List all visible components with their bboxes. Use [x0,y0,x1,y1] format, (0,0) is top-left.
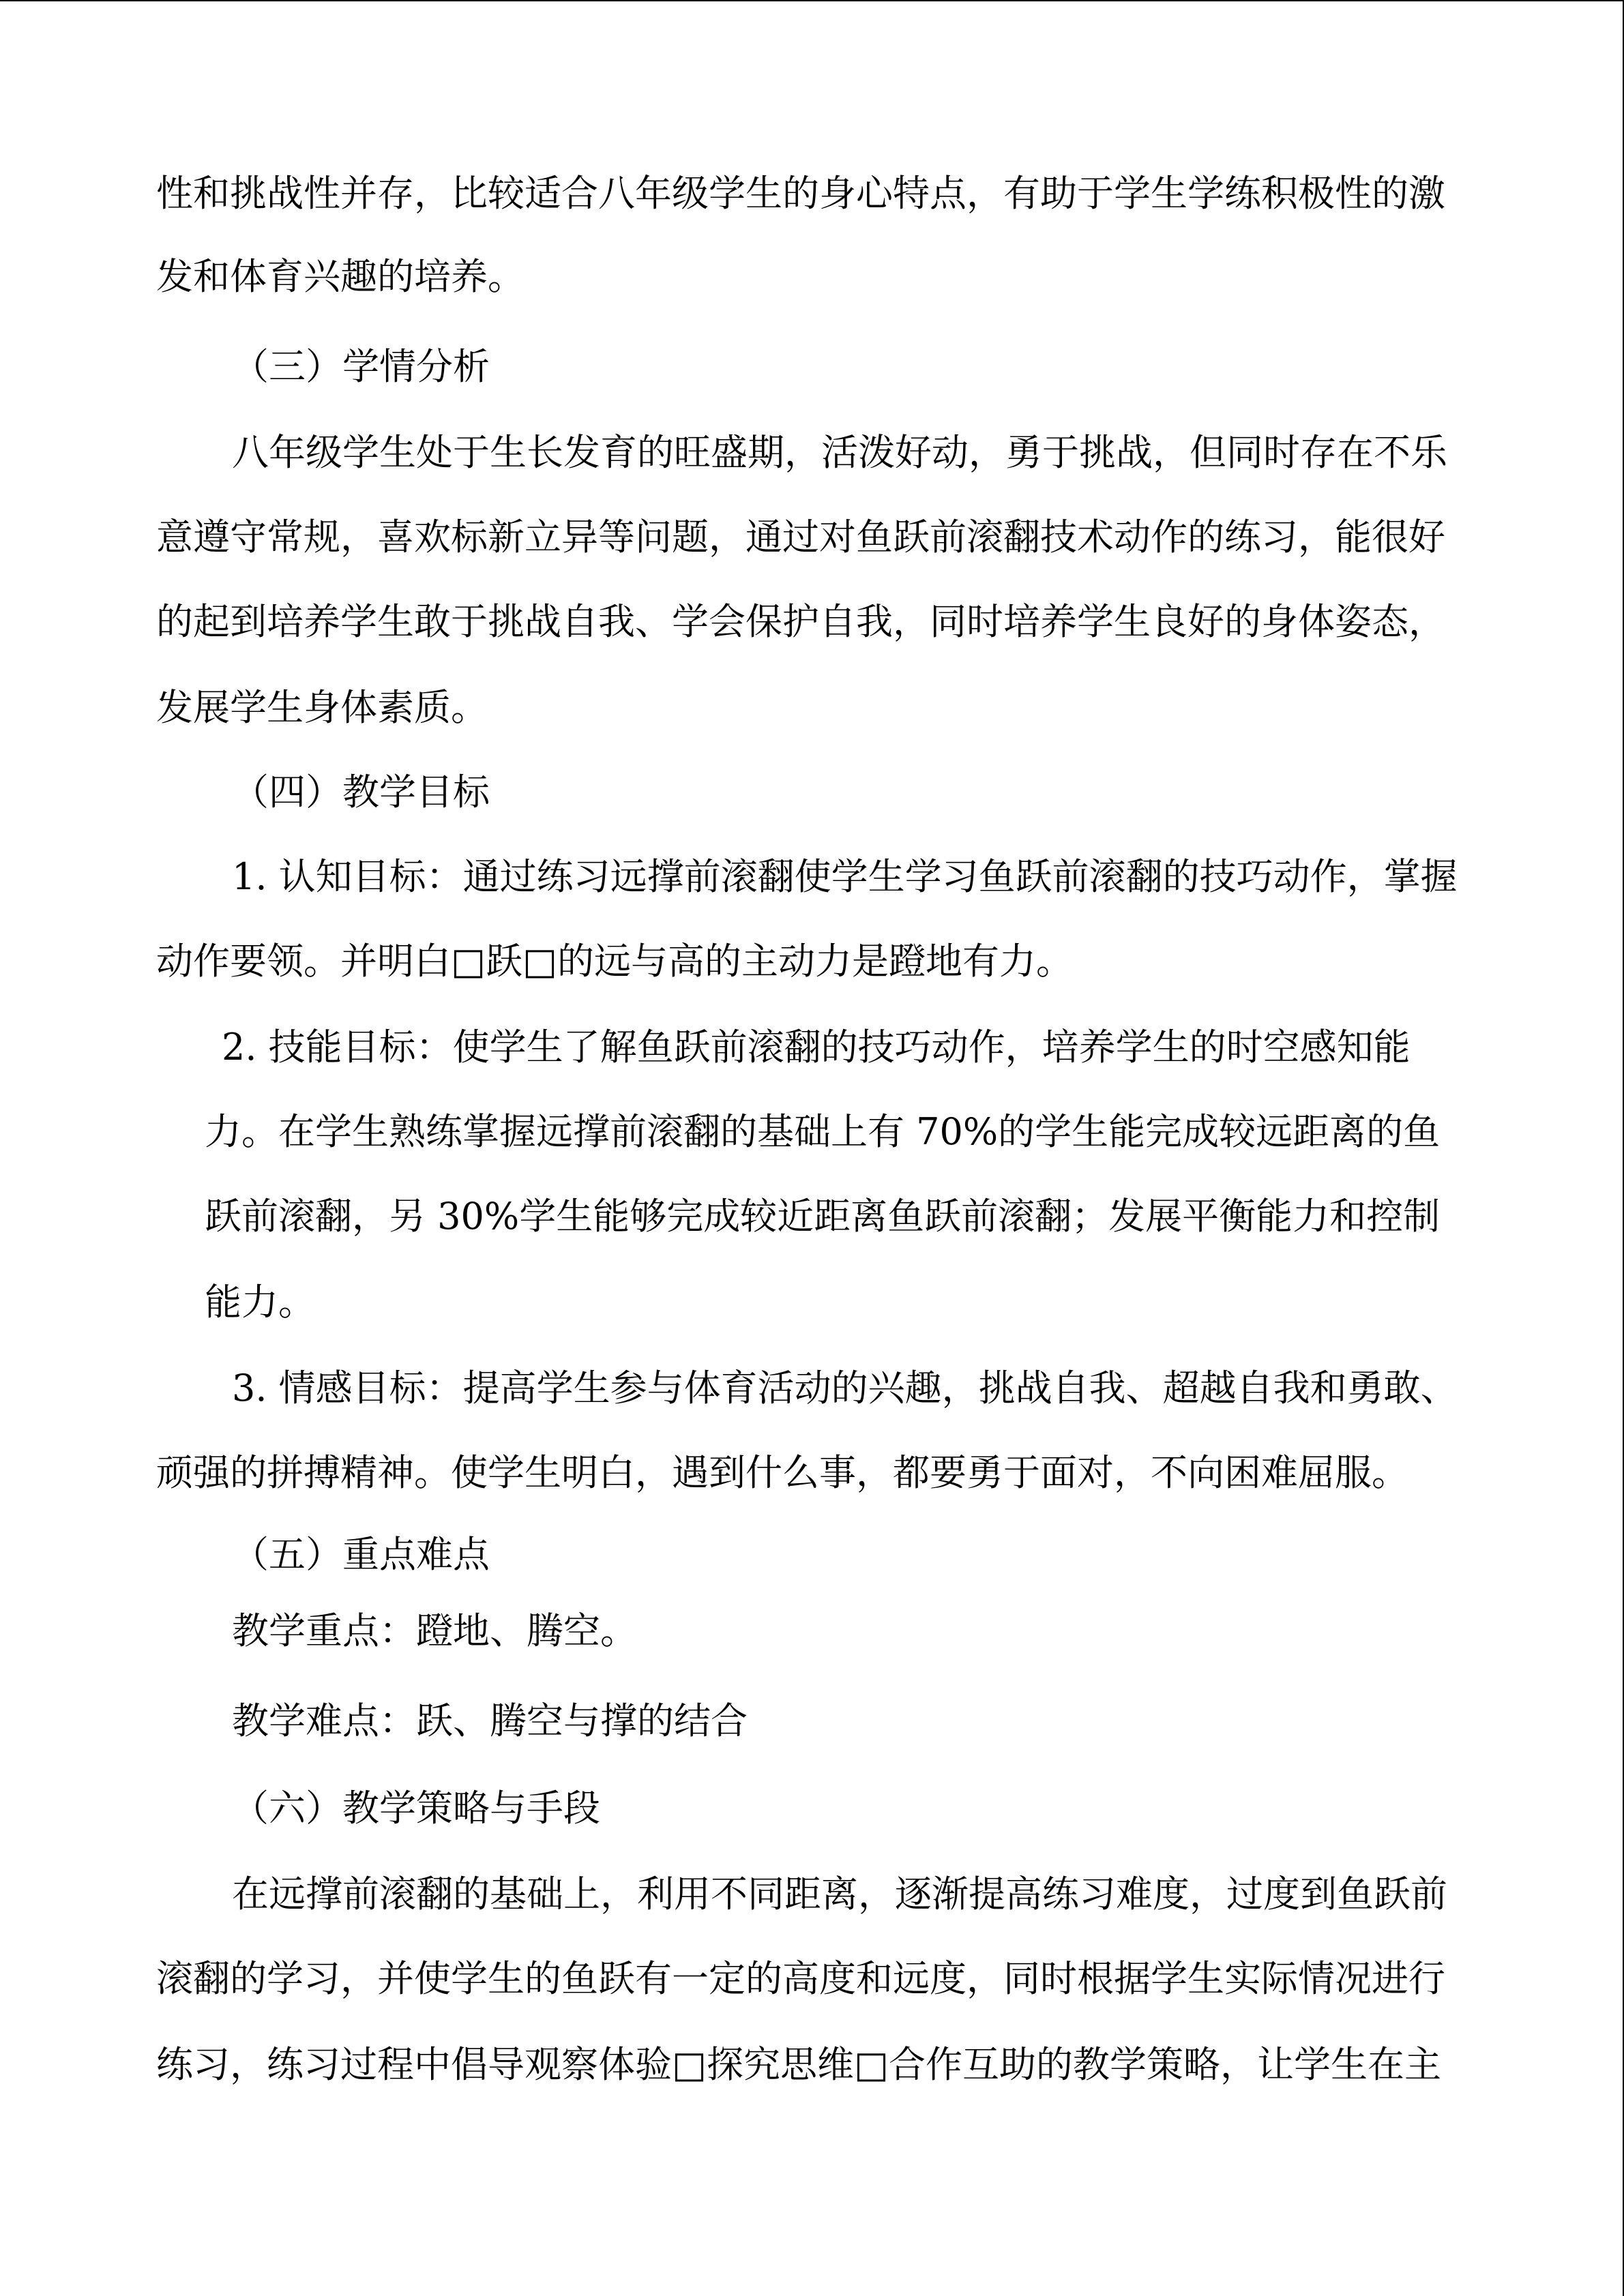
intro-line-1: 性和挑战性并存，比较适合八年级学生的身心特点，有助于学生学练积极性的激 [156,172,1445,215]
goal-3-line-2: 顽强的拼搏精神。使学生明白，遇到什么事，都要勇于面对，不向困难屈服。 [156,1451,1408,1494]
section-6-line-3: 练习，练习过程中倡导观察体验□探究思维□合作互助的教学策略，让学生在主 [156,2043,1442,2086]
section-3-line-3: 的起到培养学生敢于挑战自我、学会保护自我，同时培养学生良好的身体姿态， [156,600,1445,643]
section-6-line-2: 滚翻的学习，并使学生的鱼跃有一定的高度和远度，同时根据学生实际情况进行 [156,1957,1445,2000]
goal-1-line-1: 1. 认知目标：通过练习远撑前滚翻使学生学习鱼跃前滚翻的技巧动作，掌握 [232,855,1458,898]
goal-2-line-4: 能力。 [205,1281,315,1324]
section-3-heading: （三）学情分析 [232,345,490,388]
section-3-line-1: 八年级学生处于生长发育的旺盛期，活泼好动，勇于挑战，但同时存在不乐 [232,431,1447,474]
difficult-point: 教学难点：跃、腾空与撑的结合 [232,1699,748,1742]
key-point: 教学重点：蹬地、腾空。 [232,1609,637,1652]
section-3-line-2: 意遵守常规，喜欢标新立异等问题，通过对鱼跃前滚翻技术动作的练习，能很好 [156,516,1445,558]
goal-3-line-1: 3. 情感目标：提高学生参与体育活动的兴趣，挑战自我、超越自我和勇敢、 [232,1367,1458,1410]
goal-2-line-1: 2. 技能目标：使学生了解鱼跃前滚翻的技巧动作，培养学生的时空感知能 [222,1026,1411,1069]
section-6-heading: （六）教学策略与手段 [232,1787,600,1830]
goal-1-line-2: 动作要领。并明白□跃□的远与高的主动力是蹬地有力。 [156,940,1074,983]
goal-2-line-2: 力。在学生熟练掌握远撑前滚翻的基础上有 70%的学生能完成较远距离的鱼 [205,1110,1441,1153]
intro-line-2: 发和体育兴趣的培养。 [156,255,525,298]
goal-2-line-3: 跃前滚翻，另 30%学生能够完成较近距离鱼跃前滚翻；发展平衡能力和控制 [205,1195,1441,1238]
section-6-line-1: 在远撑前滚翻的基础上，利用不同距离，逐渐提高练习难度，过度到鱼跃前 [232,1873,1447,1915]
section-4-heading: （四）教学目标 [232,771,490,814]
section-3-line-4: 发展学生身体素质。 [156,686,488,729]
section-5-heading: （五）重点难点 [232,1533,490,1576]
